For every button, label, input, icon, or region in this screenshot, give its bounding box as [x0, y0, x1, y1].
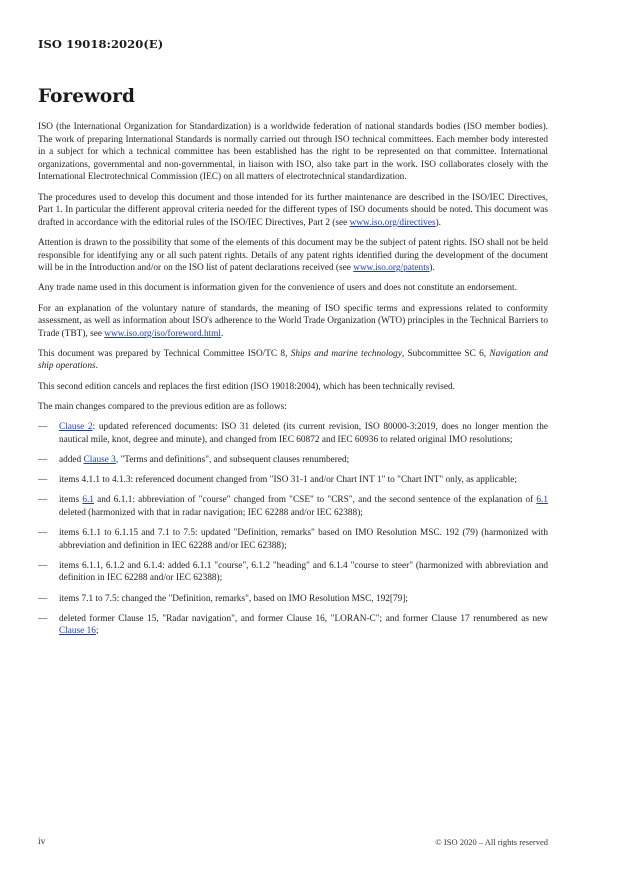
- link-item-6-1[interactable]: 6.1: [82, 495, 94, 506]
- dash-bullet: —: [38, 560, 48, 571]
- paragraph-voluntary: For an explanation of the voluntary nature of standards, the meaning of ISO specific terms and expressions related to conformity assessment, as well as information about ISO's adherence to the World Trade Organization (WTO) principles in the Technical Barriers to Trade (TBT), see www.iso.org/iso/foreword.html.: [38, 303, 548, 339]
- dash-bullet: —: [38, 495, 48, 506]
- link-clause-16[interactable]: Clause 16: [59, 626, 96, 637]
- dash-bullet: —: [38, 454, 48, 465]
- dash-bullet: —: [38, 422, 48, 433]
- list-item: — Clause 2: updated referenced documents: ISO 31 deleted (its current revision, ISO 80000-3:2019, does no longer mention the nautical mile, knot, degree and minute), and changed from IEC 60872 and IEC 60936 to related original IMO resolutions;: [38, 422, 549, 445]
- dash-bullet: —: [38, 613, 48, 624]
- list-item: — items 4.1.1 to 4.1.3: referenced document changed from "ISO 31-1 and/or Chart INT 1" to "Chart INT" only, as applicable;: [38, 475, 517, 485]
- paragraph-trade-name: Any trade name used in this document is information given for the convenience of users and does not constitute an endorsement.: [38, 283, 517, 294]
- paragraph-edition: This second edition cancels and replaces the first edition (ISO 19018:2004), which has been technically revised.: [38, 381, 455, 392]
- changes-list: [38, 421, 548, 638]
- list-item: — items 6.1.1, 6.1.2 and 6.1.4: added 6.1.1 "course", 6.1.2 "heading" and 6.1.4 "course to steer" (harmonized with abbreviation and definition in IEC 62288 and/or IEC 62388);: [38, 560, 548, 584]
- list-item: — deleted former Clause 15, "Radar navigation", and former Clause 16, "LORAN-C"; and former Clause 17 renumbered as new Clause 16;: [38, 613, 548, 637]
- link-foreword[interactable]: www.iso.org/iso/foreword.html: [104, 328, 222, 339]
- paragraph-committee: This document was prepared by Technical Committee ISO/TC 8, Ships and marine technology, Subcommittee SC 6, Navigation and ship operations.: [38, 348, 548, 372]
- dash-bullet: —: [38, 475, 48, 485]
- list-item: — items 7.1 to 7.5: changed the "Definition, remarks", based on IMO Resolution MSC, 192[79];: [38, 593, 408, 604]
- paragraph-procedures: The procedures used to develop this document and those intended for its further maintenance are described in the ISO/IEC Directives, Part 1. In particular the different approval criteria needed for the different types of ISO documents should be noted. This document was drafted in accordance with the editorial rules of the ISO/IEC Directives, Part 2 (see www.iso.org/directives).: [38, 192, 548, 228]
- document-id: ISO 19018:2020(E): [38, 37, 164, 51]
- list-item: — items 6.1.1 to 6.1.15 and 7.1 to 7.5: updated "Definition, remarks" based on IMO Resolution MSC. 192 (79) (harmonized with abbreviation and definition in IEC 62288 and/or IEC 62388);: [38, 527, 548, 551]
- dash-bullet: —: [38, 593, 48, 604]
- page-title: Foreword: [38, 86, 135, 107]
- paragraph-changes-intro: The main changes compared to the previous edition are as follows:: [38, 401, 287, 412]
- link-clause-2[interactable]: Clause 2: [59, 422, 93, 433]
- dash-bullet: —: [38, 527, 48, 538]
- link-clause-3[interactable]: Clause 3: [83, 454, 116, 465]
- paragraph-iso-intro: ISO (the International Organization for Standardization) is a worldwide federation of national standards bodies (ISO member bodies). The work of preparing International Standards is normally carried out through ISO technical committees. Each member body interested in a subject for which a technical committee has been established has the right to be represented on that committee. International organizations, governmental and non-governmental, in liaison with ISO, also take part in the work. ISO collaborates closely with the International Electrotechnical Commission (IEC) on all matters of electrotechnical standardization.: [38, 122, 548, 183]
- paragraph-patents: Attention is drawn to the possibility that some of the elements of this document may be the subject of patent rights. ISO shall not be held responsible for identifying any or all such patent rights. Details of any patent rights identified during the development of the document will be in the Introduction and/or on the ISO list of patent declarations received (see www.iso.org/patents).: [38, 237, 548, 274]
- copyright-notice: © ISO 2020 – All rights reserved: [435, 837, 548, 847]
- link-patents[interactable]: www.iso.org/patents: [353, 263, 430, 274]
- page-number: iv: [38, 837, 46, 847]
- foreword-body: [38, 121, 548, 646]
- link-directives[interactable]: www.iso.org/directives: [349, 217, 436, 228]
- list-item: — added Clause 3, "Terms and definitions", and subsequent clauses renumbered;: [38, 454, 350, 465]
- link-item-6-1-explanation[interactable]: 6.1: [536, 495, 548, 506]
- list-item: — items 6.1 and 6.1.1: abbreviation of "course" changed from "CSE" to "CRS", and the second sentence of the explanation of 6.1 deleted (harmonized with that in radar navigation; IEC 62288 and/or IEC 62388);: [38, 495, 548, 518]
